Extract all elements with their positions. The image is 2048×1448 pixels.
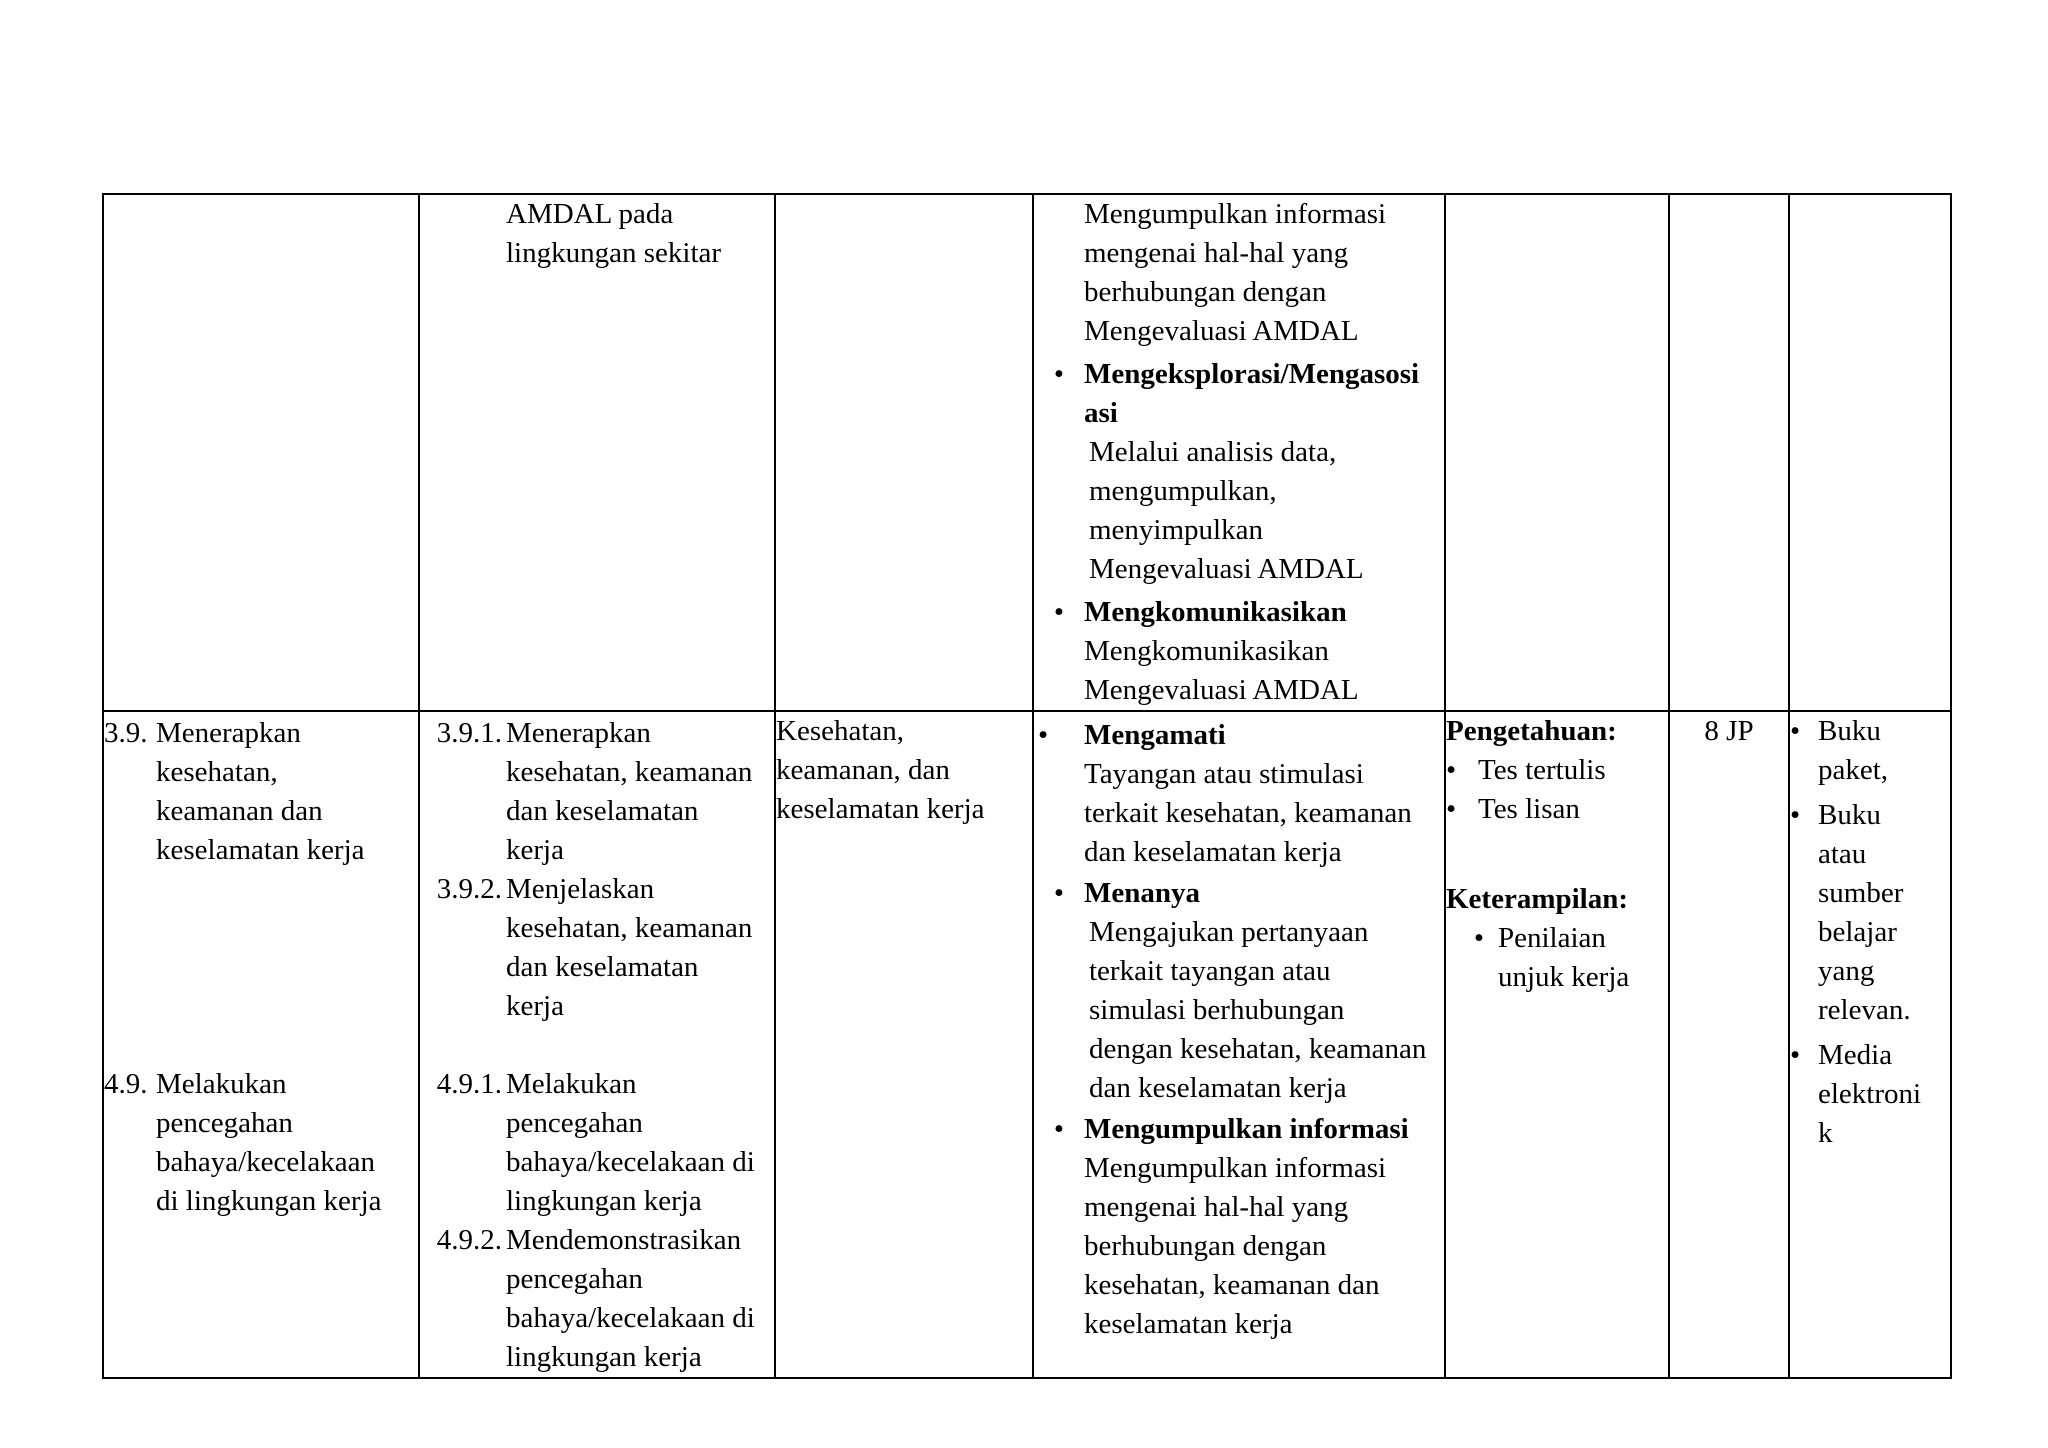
text-line: bahaya/kecelakaan di [506,1146,755,1178]
text-line: keamanan, dan [776,754,950,786]
text-line: Tes lisan [1478,793,1580,825]
text-line: Menjelaskan [506,873,655,905]
source-cell [1789,711,1951,1378]
bullet-icon: • [1446,754,1457,786]
text-line: kerja [506,834,564,866]
bullet-icon: • [1473,922,1484,954]
text-line: Melakukan [506,1068,637,1100]
bullet-icon: • [1038,719,1049,751]
text-line: keselamatan kerja [1084,1308,1293,1340]
text-line: dan keselamatan kerja [1089,1072,1347,1104]
text-line: kesehatan, keamanan [506,912,753,944]
time-allocation: 8 JP [1704,715,1754,747]
text-line: elektroni [1818,1078,1922,1110]
bullet-icon: • [1053,358,1065,390]
text-line: mengenai hal-hal yang [1084,1191,1349,1223]
text-line: pencegahan [506,1107,643,1139]
text-line: mengenai hal-hal yang [1084,237,1349,269]
text-line: Buku [1818,715,1881,747]
text-line: pencegahan [156,1107,293,1139]
text-line: Kesehatan, [776,715,905,747]
table-row [103,711,1951,1378]
text-line: Mendemonstrasikan [506,1224,742,1256]
competency-cell [103,711,419,1378]
text-line: Melalui analisis data, [1089,436,1337,468]
list-item [1034,716,1444,755]
competency-cell [103,194,419,711]
text-line: terkait kesehatan, keamanan [1084,797,1412,829]
indicator-item [420,870,774,1026]
indicator-number: 4.9.1. [436,1068,502,1100]
competency-number: 4.9. [104,1068,148,1100]
text-line: berhubungan dengan [1084,1230,1327,1262]
table-row [103,194,1951,711]
text-line: Tes tertulis [1478,754,1606,786]
bullet-icon: • [1790,799,1801,831]
list-item [1446,790,1668,829]
text-line: bahaya/kecelakaan di [506,1302,755,1334]
list-item [1034,593,1444,632]
assessment-cell [1445,194,1669,711]
list-item [1034,355,1444,433]
assessment-cell [1445,711,1669,1378]
text-line: kesehatan, keamanan dan [1084,1269,1380,1301]
list-item [1034,874,1444,913]
indicator-cell [419,711,775,1378]
source-cell [1789,194,1951,711]
text-line: Mengevaluasi AMDAL [1089,553,1364,585]
activity-heading: Mengamati [1084,719,1226,751]
text-line: dengan kesehatan, keamanan [1089,1033,1427,1065]
text-line: kesehatan, keamanan [506,756,753,788]
text-line: lingkungan kerja [506,1185,702,1217]
bullet-icon: • [1053,1113,1065,1145]
text-line: bahaya/kecelakaan [156,1146,375,1178]
text-line: di lingkungan kerja [156,1185,382,1217]
text-line: Mengajukan pertanyaan [1089,916,1369,948]
indicator-number: 3.9.1. [436,717,502,749]
text-line: k [1818,1117,1833,1149]
list-item [1446,919,1668,997]
text-line: Penilaian [1498,922,1606,954]
competency-item [104,1065,418,1221]
text-line: berhubungan dengan [1084,276,1327,308]
list-item [1790,796,1950,1030]
activity-heading: Mengkomunikasikan [1084,596,1347,628]
text-line: yang [1818,955,1875,987]
text-line: dan keselamatan [506,951,699,983]
text-line: simulasi berhubungan [1089,994,1345,1026]
text-line: Mengumpulkan informasi [1084,198,1387,230]
text-line: unjuk kerja [1498,961,1630,993]
text-line: keselamatan kerja [156,834,365,866]
text-line: Menerapkan [506,717,651,749]
text-line: Media [1818,1039,1893,1071]
text-line: keamanan dan [156,795,323,827]
bullet-icon: • [1053,596,1065,628]
indicator-number: 3.9.2. [436,873,502,905]
activity-cell [1033,711,1445,1378]
text-line: Mengevaluasi AMDAL [1084,674,1359,706]
indicator-item [420,714,774,870]
text-line: menyimpulkan [1089,514,1263,546]
text-line: Mengumpulkan informasi [1084,1152,1387,1184]
text-line: Tayangan atau stimulasi [1084,758,1364,790]
material-cell [775,194,1033,711]
text-line: Mengevaluasi AMDAL [1084,315,1359,347]
bullet-icon: • [1790,715,1801,747]
text-line: kerja [506,990,564,1022]
text-line: Mengkomunikasikan [1084,635,1329,667]
material-cell [775,711,1033,1378]
text-line: Menerapkan [156,717,301,749]
syllabus-table [102,193,1952,1379]
list-item [1790,1036,1950,1153]
skill-label: Keterampilan: [1446,883,1629,915]
text-line: pencegahan [506,1263,643,1295]
time-cell [1669,711,1789,1378]
activity-heading: Menanya [1084,877,1200,909]
list-item [1034,1110,1444,1149]
activity-cell [1033,194,1445,711]
text-line: belajar [1818,916,1897,948]
text-line: AMDAL pada [506,198,674,230]
indicator-item [420,1065,774,1221]
list-item [1446,751,1668,790]
text-line: dan keselamatan [506,795,699,827]
text-line: relevan. [1818,994,1911,1026]
text-line: terkait tayangan atau [1089,955,1331,987]
activity-heading: Mengeksplorasi/Mengasosi [1084,358,1420,390]
text-line: Melakukan [156,1068,287,1100]
text-line: dan keselamatan kerja [1084,836,1342,868]
text-line: atau [1818,838,1867,870]
competency-number: 3.9. [104,717,148,749]
knowledge-label: Pengetahuan: [1446,715,1617,747]
competency-item [104,714,418,870]
indicator-cell [419,194,775,711]
bullet-icon: • [1053,877,1065,909]
time-cell [1669,194,1789,711]
text-line: lingkungan kerja [506,1341,702,1373]
text-line: sumber [1818,877,1904,909]
list-item [1790,712,1950,790]
text-line: kesehatan, [156,756,278,788]
bullet-icon: • [1790,1039,1801,1071]
activity-heading: Mengumpulkan informasi [1084,1113,1409,1145]
text-line: paket, [1818,754,1889,786]
activity-heading: asi [1084,397,1118,429]
bullet-icon: • [1446,793,1457,825]
text-line: mengumpulkan, [1089,475,1277,507]
text-line: lingkungan sekitar [506,237,722,269]
text-line: Buku [1818,799,1881,831]
text-line: keselamatan kerja [776,793,985,825]
indicator-item [420,1221,774,1377]
indicator-number: 4.9.2. [436,1224,502,1256]
